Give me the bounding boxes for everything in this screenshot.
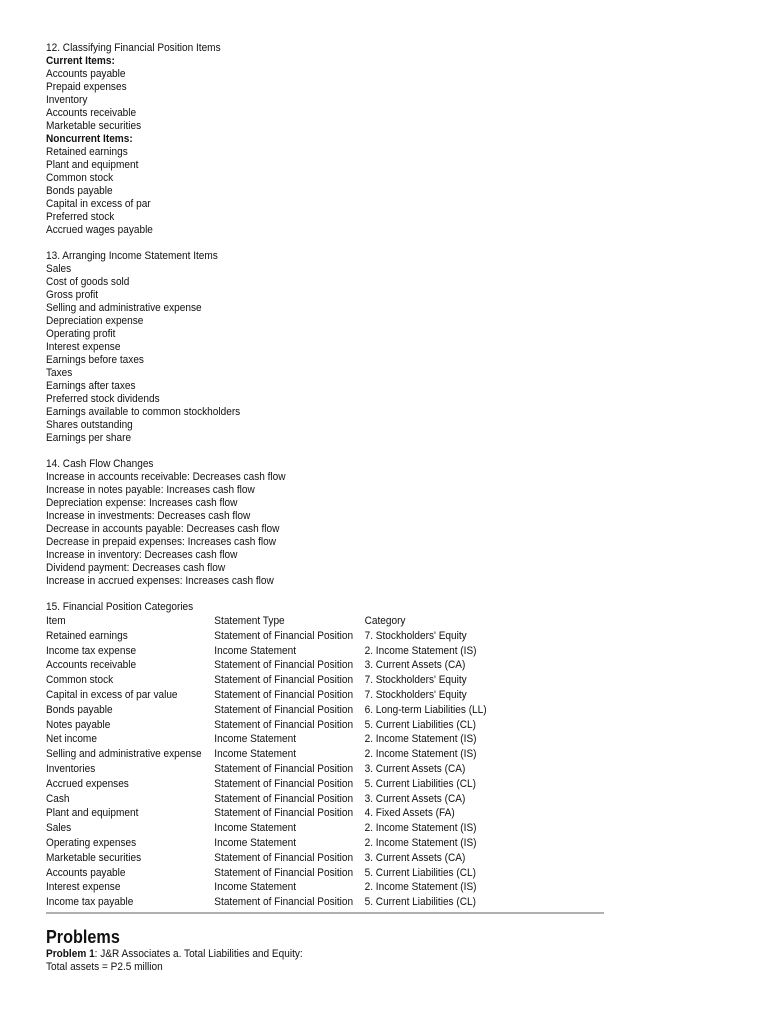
table-row xyxy=(46,629,545,644)
problem-1-total-assets: Total assets = P2.5 million xyxy=(46,961,163,973)
cell-item: Common stock xyxy=(46,674,114,687)
table-row xyxy=(46,762,545,777)
list-item: Shares outstanding xyxy=(46,419,133,431)
table-row xyxy=(46,836,545,851)
cell-item: Cash xyxy=(46,792,70,805)
list-item: Plant and equipment xyxy=(46,159,139,171)
problem-1-label: Problem 1 xyxy=(46,948,95,960)
list-item: Decrease in accounts payable: Decreases cash flow xyxy=(46,523,280,535)
list-item: Increase in inventory: Decreases cash flow xyxy=(46,549,238,561)
current-items-heading: Current Items: xyxy=(46,55,115,67)
table-row xyxy=(46,806,545,821)
cell-category: 5. Current Liabilities (CL) xyxy=(364,718,476,731)
table-row xyxy=(46,747,545,762)
section-title: 14. Cash Flow Changes xyxy=(46,458,154,470)
cell-category: 7. Stockholders' Equity xyxy=(364,674,467,687)
cell-item: Income tax payable xyxy=(46,896,134,909)
list-item: Prepaid expenses xyxy=(46,81,127,93)
cell-item: Retained earnings xyxy=(46,629,128,642)
problems-heading: Problems xyxy=(46,927,120,947)
cell-category: 7. Stockholders' Equity xyxy=(364,629,467,642)
list-item: Bonds payable xyxy=(46,185,113,197)
cell-item: Accrued expenses xyxy=(46,777,129,790)
problem-1-text xyxy=(46,948,303,974)
cell-category: 3. Current Assets (CA) xyxy=(364,851,466,864)
list-item: Earnings per share xyxy=(46,432,132,444)
section-title: 13. Arranging Income Statement Items xyxy=(46,250,218,262)
categories-table xyxy=(46,614,545,910)
table-row xyxy=(46,895,545,910)
table-row xyxy=(46,688,545,703)
list-item: Depreciation expense: Increases cash flow xyxy=(46,497,238,509)
cell-item: Accounts receivable xyxy=(46,659,137,672)
section-15 xyxy=(46,601,550,910)
cell-category: 7. Stockholders' Equity xyxy=(364,688,467,701)
cell-item: Income tax expense xyxy=(46,644,137,657)
list-item: Earnings after taxes xyxy=(46,380,136,392)
cell-statement-type: Statement of Financial Position xyxy=(214,718,354,731)
cell-item: Interest expense xyxy=(46,881,121,894)
list-item: Decrease in prepaid expenses: Increases cash flow xyxy=(46,536,277,548)
cell-category: 5. Current Liabilities (CL) xyxy=(364,777,476,790)
cell-item: Notes payable xyxy=(46,718,111,731)
table-row xyxy=(46,644,545,659)
cell-category: 2. Income Statement (IS) xyxy=(364,881,477,894)
cell-statement-type: Statement of Financial Position xyxy=(214,688,354,701)
cell-category: 4. Fixed Assets (FA) xyxy=(364,807,455,820)
table-row xyxy=(46,821,545,836)
list-item: Earnings before taxes xyxy=(46,354,144,366)
cell-statement-type: Income Statement xyxy=(214,644,297,657)
cell-statement-type: Statement of Financial Position xyxy=(214,792,354,805)
cell-statement-type: Income Statement xyxy=(214,836,297,849)
cell-item: Inventories xyxy=(46,762,96,775)
list-item: Operating profit xyxy=(46,328,116,340)
list-item: Dividend payment: Decreases cash flow xyxy=(46,562,226,574)
table-row xyxy=(46,880,545,895)
column-header-category: Category xyxy=(364,615,406,627)
cell-statement-type: Income Statement xyxy=(214,733,297,746)
cell-statement-type: Income Statement xyxy=(214,881,297,894)
cell-category: 5. Current Liabilities (CL) xyxy=(364,866,476,879)
section-title: 12. Classifying Financial Position Items xyxy=(46,42,221,54)
table-row xyxy=(46,732,545,747)
cell-statement-type: Statement of Financial Position xyxy=(214,674,354,687)
table-row xyxy=(46,777,545,792)
list-item: Preferred stock xyxy=(46,211,115,223)
table-row xyxy=(46,703,545,718)
cell-item: Accounts payable xyxy=(46,866,126,879)
list-item: Earnings available to common stockholders xyxy=(46,406,241,418)
noncurrent-items-list xyxy=(46,146,550,237)
spacer xyxy=(46,237,550,250)
cell-category: 2. Income Statement (IS) xyxy=(364,836,477,849)
section-title: 15. Financial Position Categories xyxy=(46,601,194,613)
table-row xyxy=(46,866,545,881)
table-row xyxy=(46,851,545,866)
cell-statement-type: Income Statement xyxy=(214,822,297,835)
section-13 xyxy=(46,250,550,445)
cell-category: 6. Long-term Liabilities (LL) xyxy=(364,703,487,716)
cell-statement-type: Income Statement xyxy=(214,748,297,761)
list-item: Increase in notes payable: Increases cash flow xyxy=(46,484,255,496)
list-item: Cost of goods sold xyxy=(46,276,130,288)
cell-category: 2. Income Statement (IS) xyxy=(364,733,477,746)
horizontal-divider xyxy=(46,912,604,914)
list-item: Marketable securities xyxy=(46,120,142,132)
cell-statement-type: Statement of Financial Position xyxy=(214,851,354,864)
list-item: Interest expense xyxy=(46,341,121,353)
document-body xyxy=(46,42,550,910)
cell-category: 3. Current Assets (CA) xyxy=(364,659,466,672)
problem-1-line xyxy=(46,948,303,961)
list-item: Retained earnings xyxy=(46,146,128,158)
list-item: Increase in accounts receivable: Decreases cash flow xyxy=(46,471,286,483)
cell-item: Net income xyxy=(46,733,97,746)
noncurrent-items-heading: Noncurrent Items: xyxy=(46,133,133,145)
cell-statement-type: Statement of Financial Position xyxy=(214,777,354,790)
table-row xyxy=(46,718,545,733)
table-header-row xyxy=(46,614,545,629)
section-14 xyxy=(46,458,550,588)
cell-category: 2. Income Statement (IS) xyxy=(364,822,477,835)
list-item: Taxes xyxy=(46,367,73,379)
section-12 xyxy=(46,42,550,237)
cell-statement-type: Statement of Financial Position xyxy=(214,807,354,820)
cell-item: Capital in excess of par value xyxy=(46,688,178,701)
cell-category: 2. Income Statement (IS) xyxy=(364,644,477,657)
list-item: Gross profit xyxy=(46,289,99,301)
cell-statement-type: Statement of Financial Position xyxy=(214,866,354,879)
list-item: Accounts receivable xyxy=(46,107,137,119)
cell-statement-type: Statement of Financial Position xyxy=(214,896,354,909)
list-item: Inventory xyxy=(46,94,88,106)
cell-statement-type: Statement of Financial Position xyxy=(214,629,354,642)
list-item: Common stock xyxy=(46,172,114,184)
list-item: Increase in investments: Decreases cash flow xyxy=(46,510,251,522)
cell-category: 3. Current Assets (CA) xyxy=(364,762,466,775)
list-item: Depreciation expense xyxy=(46,315,144,327)
spacer xyxy=(46,445,550,458)
cell-item: Plant and equipment xyxy=(46,807,139,820)
cell-item: Marketable securities xyxy=(46,851,142,864)
list-item: Increase in accrued expenses: Increases cash flow xyxy=(46,575,274,587)
list-item: Capital in excess of par xyxy=(46,198,151,210)
cell-statement-type: Statement of Financial Position xyxy=(214,659,354,672)
cell-item: Selling and administrative expense xyxy=(46,748,202,761)
list-item: Preferred stock dividends xyxy=(46,393,160,405)
table-row xyxy=(46,673,545,688)
table-row xyxy=(46,658,545,673)
cell-category: 3. Current Assets (CA) xyxy=(364,792,466,805)
cell-item: Bonds payable xyxy=(46,703,113,716)
list-item: Accrued wages payable xyxy=(46,224,153,236)
list-item: Selling and administrative expense xyxy=(46,302,202,314)
cell-category: 5. Current Liabilities (CL) xyxy=(364,896,476,909)
column-header-item: Item xyxy=(46,615,66,627)
problem-1-description: : J&R Associates a. Total Liabilities and Equity: xyxy=(94,948,303,960)
cell-item: Sales xyxy=(46,822,72,835)
current-items-list xyxy=(46,68,550,133)
cell-item: Operating expenses xyxy=(46,836,137,849)
table-row xyxy=(46,792,545,807)
spacer xyxy=(46,588,550,601)
column-header-statement-type: Statement Type xyxy=(214,615,285,627)
list-item: Accounts payable xyxy=(46,68,126,80)
cell-statement-type: Statement of Financial Position xyxy=(214,703,354,716)
cell-statement-type: Statement of Financial Position xyxy=(214,762,354,775)
cell-category: 2. Income Statement (IS) xyxy=(364,748,477,761)
list-item: Sales xyxy=(46,263,72,275)
